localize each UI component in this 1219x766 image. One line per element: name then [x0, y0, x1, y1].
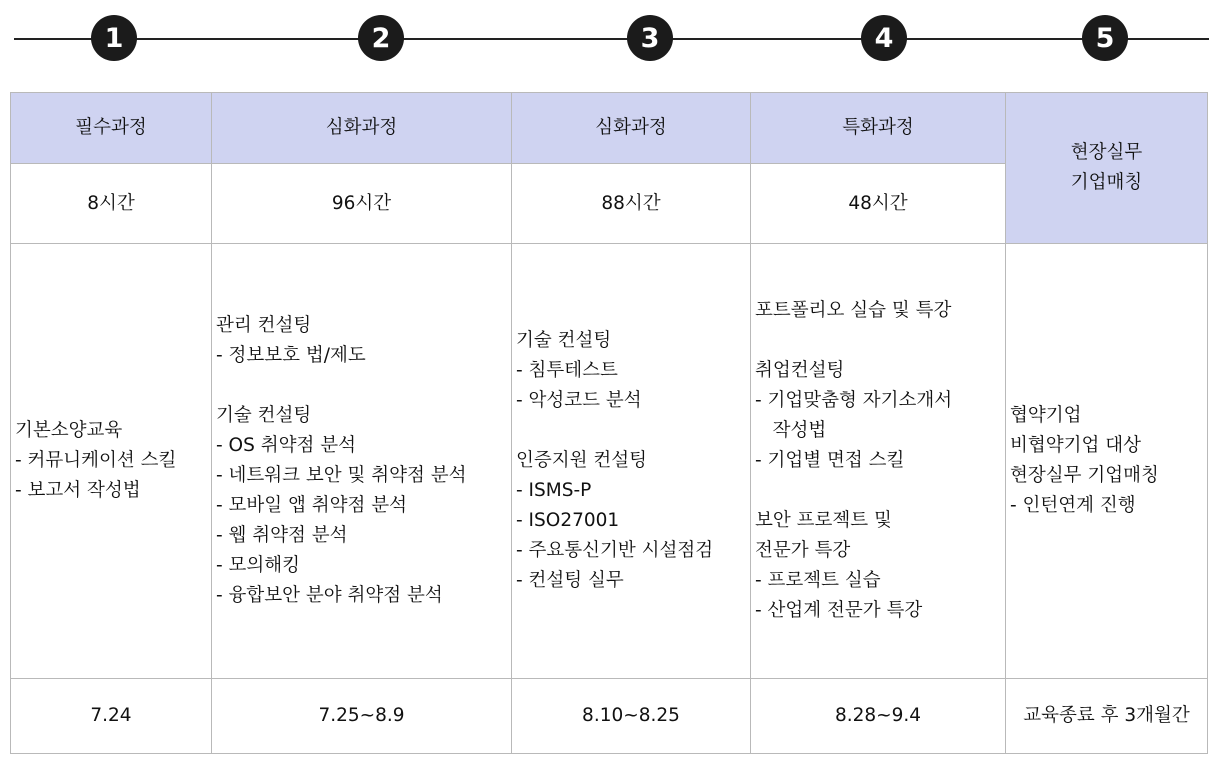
content-line: - OS 취약점 분석	[216, 435, 356, 456]
content-line: 보안 프로젝트 및	[755, 510, 892, 531]
step-1-badge: 1	[91, 15, 137, 61]
timeline	[0, 0, 1219, 80]
content-line: 기술 컨설팅	[216, 405, 312, 426]
step-2-badge: 2	[358, 15, 404, 61]
timeline-line	[14, 38, 1209, 40]
content-line: 협약기업	[1010, 405, 1082, 426]
course-schedule-table	[10, 92, 1208, 754]
content-line: - 프로젝트 실습	[755, 570, 881, 591]
course-title-4: 특화과정	[751, 93, 1006, 164]
course-title-5-line-2: 기업매칭	[1070, 172, 1143, 193]
content-line: - 침투테스트	[516, 360, 618, 381]
course-dates-3: 8.10~8.25	[512, 679, 751, 754]
content-line: - 악성코드 분석	[516, 390, 642, 411]
content-line: - ISMS-P	[516, 480, 592, 501]
content-spacer	[216, 371, 511, 401]
step-4-badge: 4	[861, 15, 907, 61]
content-line: 기본소양교육	[15, 420, 123, 441]
table-row-titles	[11, 93, 1208, 164]
content-line: - 기업맞춤형 자기소개서	[755, 390, 953, 411]
content-line: - 모바일 앱 취약점 분석	[216, 495, 408, 516]
course-dates-1: 7.24	[11, 679, 212, 754]
table-row-dates	[11, 679, 1208, 754]
content-line: 비협약기업 대상	[1010, 435, 1141, 456]
course-hours-3: 88시간	[512, 164, 751, 244]
course-title-3: 심화과정	[512, 93, 751, 164]
content-line: - 커뮤니케이션 스킬	[15, 450, 177, 471]
content-line: 현장실무 기업매칭	[1010, 465, 1159, 486]
content-line: 포트폴리오 실습 및 특강	[755, 300, 952, 321]
content-line: - 산업계 전문가 특강	[755, 600, 923, 621]
course-content-5	[1006, 244, 1208, 679]
course-dates-4: 8.28~9.4	[751, 679, 1006, 754]
course-hours-4: 48시간	[751, 164, 1006, 244]
content-line: 작성법	[755, 420, 827, 441]
content-spacer	[755, 326, 1005, 356]
content-line: - 주요통신기반 시설점검	[516, 540, 714, 561]
content-line: - 기업별 면접 스킬	[755, 450, 905, 471]
content-line: - 모의해킹	[216, 555, 301, 576]
course-content-2	[212, 244, 512, 679]
content-line: 인증지원 컨설팅	[516, 450, 647, 471]
course-hours-2: 96시간	[212, 164, 512, 244]
course-title-5	[1006, 93, 1208, 244]
course-title-5-line-1: 현장실무	[1070, 142, 1143, 163]
content-line: - 컨설팅 실무	[516, 570, 624, 591]
content-line: - ISO27001	[516, 510, 620, 531]
step-3-badge: 3	[627, 15, 673, 61]
content-line: - 보고서 작성법	[15, 480, 141, 501]
content-line: - 웹 취약점 분석	[216, 525, 348, 546]
content-spacer	[755, 476, 1005, 506]
content-line: 관리 컨설팅	[216, 315, 312, 336]
content-line: 전문가 특강	[755, 540, 851, 561]
course-content-1	[11, 244, 212, 679]
course-hours-1: 8시간	[11, 164, 212, 244]
course-title-2: 심화과정	[212, 93, 512, 164]
course-dates-2: 7.25~8.9	[212, 679, 512, 754]
table-row-content	[11, 244, 1208, 679]
content-spacer	[516, 416, 750, 446]
course-title-1: 필수과정	[11, 93, 212, 164]
content-line: - 정보보호 법/제도	[216, 345, 366, 366]
course-content-4	[751, 244, 1006, 679]
content-line: 기술 컨설팅	[516, 330, 612, 351]
content-line: - 네트워크 보안 및 취약점 분석	[216, 465, 467, 486]
content-line: - 인턴연계 진행	[1010, 495, 1136, 516]
step-5-badge: 5	[1082, 15, 1128, 61]
course-content-3	[512, 244, 751, 679]
content-line: - 융합보안 분야 취약점 분석	[216, 585, 443, 606]
course-dates-5: 교육종료 후 3개월간	[1006, 679, 1208, 754]
content-line: 취업컨설팅	[755, 360, 845, 381]
